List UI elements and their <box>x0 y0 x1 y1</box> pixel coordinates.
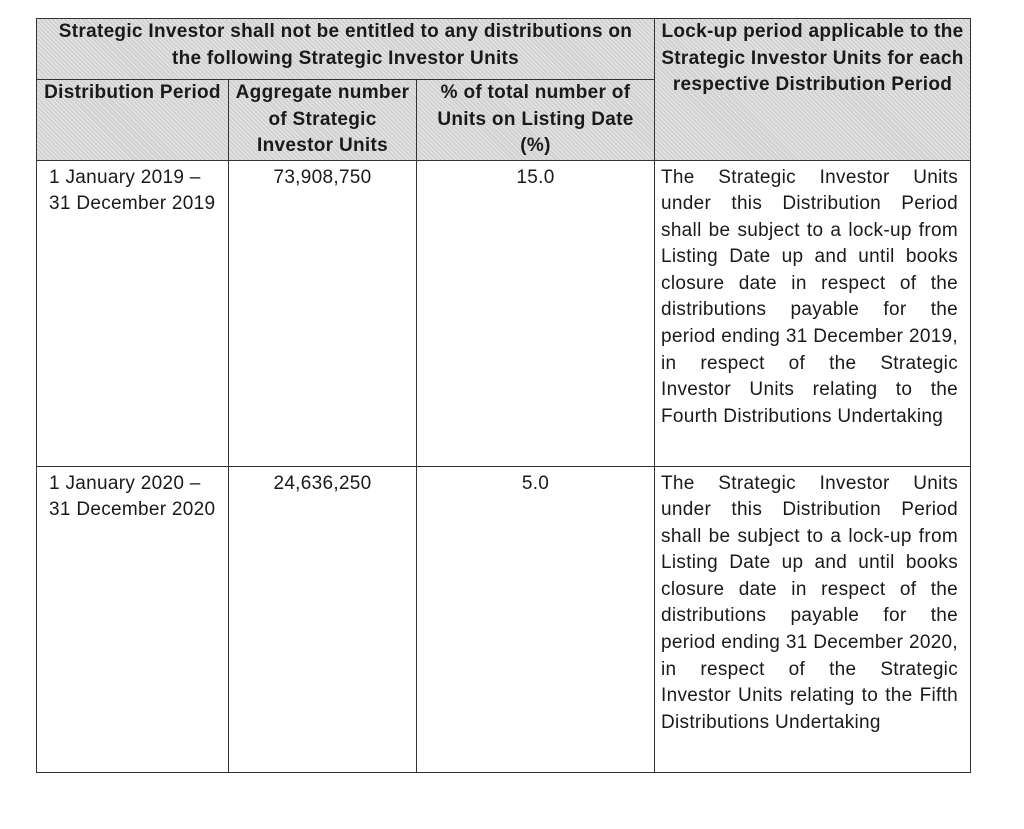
period-column-header: Distribution Period <box>37 80 229 161</box>
distribution-period-cell: 1 January 2020 – 31 December 2020 <box>37 466 229 772</box>
group-header: Strategic Investor shall not be entitled to any distributions on the following Strategic Investor Units <box>37 19 655 80</box>
table-row <box>37 160 971 466</box>
percent-column-header: % of total number of Units on Listing Date (%) <box>417 80 655 161</box>
distribution-period-cell: 1 January 2019 – 31 December 2019 <box>37 160 229 466</box>
lockup-period-cell: The Strategic Investor Units under this Distribution Period shall be subject to a lock-up from Listing Date up and until books closure date in respect of the distributions payable for the period ending 31 December 2020, in respect of the Strategic Investor Units relating to the Fifth Distributions Undertaking <box>655 466 971 772</box>
percent-units-cell: 15.0 <box>417 160 655 466</box>
table-row <box>37 466 971 772</box>
aggregate-column-header: Aggregate number of Strategic Investor Units <box>229 80 417 161</box>
lockup-column-header: Lock-up period applicable to the Strategic Investor Units for each respective Distribution Period <box>655 19 971 161</box>
strategic-investor-units-table <box>36 18 971 773</box>
percent-units-cell: 5.0 <box>417 466 655 772</box>
lockup-period-cell: The Strategic Investor Units under this Distribution Period shall be subject to a lock-up from Listing Date up and until books closure date in respect of the distributions payable for the period ending 31 December 2019, in respect of the Strategic Investor Units relating to the Fourth Distributions Undertaking <box>655 160 971 466</box>
aggregate-units-cell: 24,636,250 <box>229 466 417 772</box>
aggregate-units-cell: 73,908,750 <box>229 160 417 466</box>
